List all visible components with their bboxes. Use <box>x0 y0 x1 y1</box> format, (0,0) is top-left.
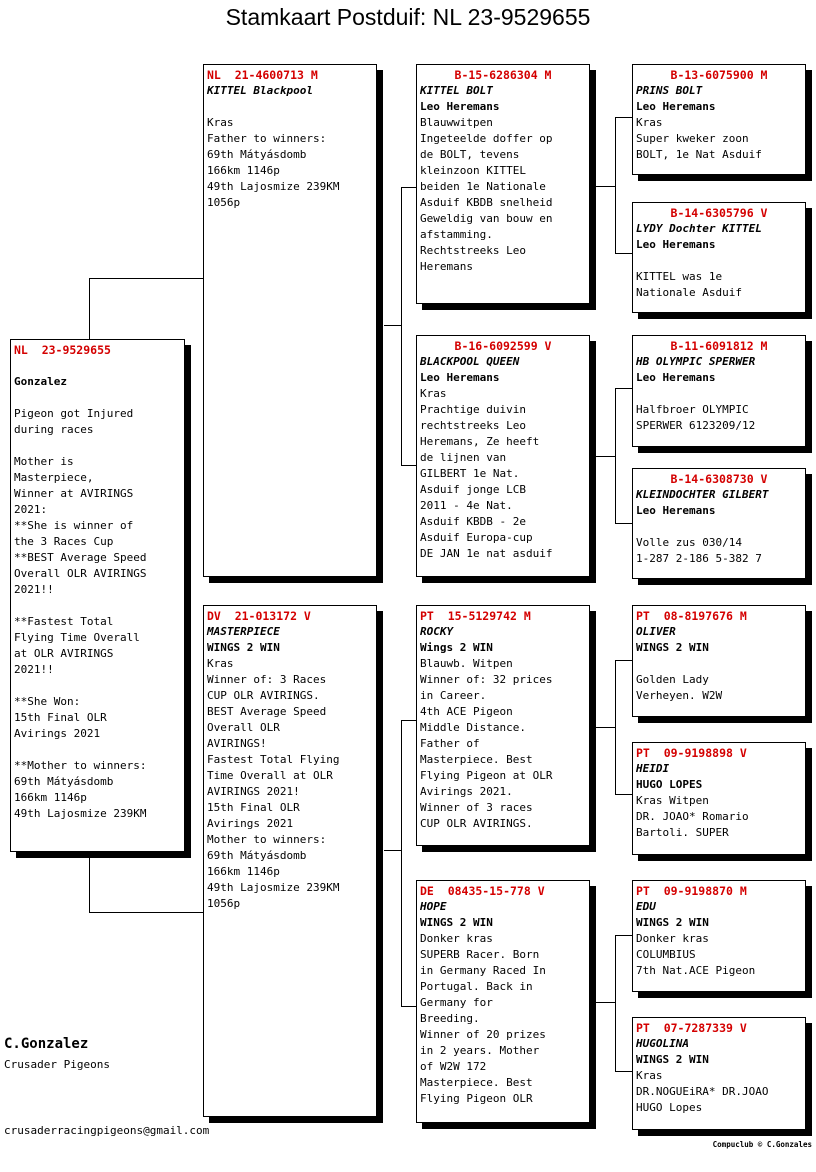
owner-name: Leo Heremans <box>420 371 500 384</box>
owner-name: Gonzalez <box>14 375 67 388</box>
connector-line <box>615 253 633 254</box>
pigeon-card-fff[interactable] <box>632 64 806 175</box>
pigeon-card-mff[interactable] <box>632 605 806 717</box>
pigeon-card-mother[interactable] <box>203 605 377 1117</box>
connector-line <box>401 720 402 1006</box>
pigeon-name: HUGOLINA <box>636 1037 689 1050</box>
owner-name: WINGS 2 WIN <box>636 916 709 929</box>
ring-number: NL 21-4600713 M <box>207 68 318 82</box>
connector-line <box>401 187 402 465</box>
connector-line <box>596 456 616 457</box>
pigeon-name: OLIVER <box>636 625 676 638</box>
pigeon-card-mmm[interactable] <box>632 1017 806 1130</box>
pigeon-notes: Pigeon got Injured during races Mother is Masterpiece, Winner at AVIRINGS 2021: **She is winner of the 3 Races Cup **BEST Average Speed Overall OLR AVIRINGS 2021!! **Fastest Total Flying Time Overall at OLR AVIRINGS 2021!! **She Won: 15th Final OLR Avirings 2021 **Mother to winners: 69th Mátyásdomb 166km 1146p 49th Lajosmize 239KM <box>14 407 147 820</box>
owner-name: Leo Heremans <box>420 100 500 113</box>
ring-number: NL 23-9529655 <box>14 343 111 357</box>
pigeon-notes: Kras Witpen DR. JOAO* Romario Bartoli. SUPER <box>636 794 749 839</box>
ring-number: B-14-6305796 V <box>670 206 768 220</box>
owner-name: WINGS 2 WIN <box>420 916 493 929</box>
owner-name: Leo Heremans <box>636 504 716 517</box>
connector-line <box>615 388 633 389</box>
owner-name: WINGS 2 WIN <box>636 1053 709 1066</box>
ring-number: B-15-6286304 M <box>454 68 552 82</box>
breeder-name: C.Gonzalez <box>4 1036 89 1052</box>
pigeon-notes: Kras Super kweker zoon BOLT, 1e Nat Asduif <box>636 116 762 161</box>
connector-line <box>89 278 90 340</box>
connector-line <box>401 1006 417 1007</box>
owner-name: WINGS 2 WIN <box>636 641 709 654</box>
connector-line <box>615 660 633 661</box>
pigeon-notes: Halfbroer OLYMPIC SPERWER 6123209/12 <box>636 403 756 432</box>
pigeon-card-mfm[interactable] <box>632 742 806 855</box>
pigeon-notes: Blauwwitpen Ingeteelde doffer op de BOLT, tevens kleinzoon KITTEL beiden 1e Nationale Asduif KBDB snelheid Geweldig van bouw en afstamming. Rechtstreeks Leo Heremans <box>420 116 553 273</box>
pigeon-notes: Donker kras COLUMBIUS 7th Nat.ACE Pigeon <box>636 932 756 977</box>
owner-name: WINGS 2 WIN <box>207 641 280 654</box>
pigeon-name: KITTEL Blackpool <box>207 84 313 97</box>
pigeon-card-father-father[interactable] <box>416 64 590 304</box>
pigeon-notes: Kras Winner of: 3 Races CUP OLR AVIRINGS. BEST Average Speed Overall OLR AVIRINGS! Fastest Total Flying Time Overall at OLR AVIRINGS 2021! 15th Final OLR Avirings 2021 Mother to winners: 69th Mátyásdomb 166km 1146p 49th Lajosmize 239KM 1056p <box>207 657 340 910</box>
pigeon-name: HEIDI <box>636 762 670 775</box>
connector-line <box>615 117 616 253</box>
connector-line <box>596 1002 616 1003</box>
pigeon-name: KITTEL BOLT <box>420 84 493 97</box>
connector-line <box>615 1071 633 1072</box>
connector-line <box>89 278 204 279</box>
ring-number: B-13-6075900 M <box>670 68 768 82</box>
owner-name: Leo Heremans <box>636 238 716 251</box>
pigeon-name: PRINS BOLT <box>636 84 703 97</box>
owner-name: Wings 2 WIN <box>420 641 493 654</box>
pigeon-name: ROCKY <box>420 625 454 638</box>
connector-line <box>615 523 633 524</box>
connector-line <box>384 850 402 851</box>
pigeon-card-ffm[interactable] <box>632 202 806 313</box>
pigeon-card-mother-mother[interactable] <box>416 880 590 1123</box>
ring-number: B-14-6308730 V <box>670 472 768 486</box>
connector-line <box>401 465 417 466</box>
pigeon-notes: Blauwb. Witpen Winner of: 32 prices in Career. 4th ACE Pigeon Middle Distance. Father of Masterpiece. Best Flying Pigeon at OLR Avirings 2021. Winner of 3 races CUP OLR AVIRINGS. <box>420 657 553 830</box>
ring-number: PT 07-7287339 V <box>636 1021 747 1035</box>
pigeon-notes: Donker kras SUPERB Racer. Born in Germany Raced In Portugal. Back in Germany for Breeding. Winner of 20 prizes in 2 years. Mother of W2W 172 Masterpiece. Best Flying Pigeon OLR <box>420 932 546 1105</box>
pigeon-name: HB OLYMPIC SPERWER <box>636 355 756 368</box>
ring-number: DE 08435-15-778 V <box>420 884 545 898</box>
page-title: Stamkaart Postduif: NL 23-9529655 <box>225 4 591 30</box>
pigeon-notes: Kras Father to winners: 69th Mátyásdomb 166km 1146p 49th Lajosmize 239KM 1056p <box>207 116 340 209</box>
pigeon-card-fmf[interactable] <box>632 335 806 447</box>
pigeon-name: HOPE <box>420 900 447 913</box>
connector-line <box>89 857 90 913</box>
connector-line <box>615 794 633 795</box>
pigeon-card-subject[interactable] <box>10 339 185 852</box>
pigeon-name: EDU <box>636 900 656 913</box>
ring-number: DV 21-013172 V <box>207 609 311 623</box>
ring-number: B-11-6091812 M <box>670 339 768 353</box>
ring-number: PT 09-9198898 V <box>636 746 747 760</box>
connector-line <box>384 325 402 326</box>
contact-email[interactable]: crusaderracingpigeons@gmail.com <box>4 1124 210 1137</box>
loft-name: Crusader Pigeons <box>4 1058 110 1071</box>
ring-number: PT 09-9198870 M <box>636 884 747 898</box>
connector-line <box>615 388 616 523</box>
copyright-notice: Compuclub © C.Gonzales <box>712 1140 812 1149</box>
pigeon-card-father-mother[interactable] <box>416 335 590 577</box>
pigeon-card-fmm[interactable] <box>632 468 806 579</box>
pigeon-card-mmf[interactable] <box>632 880 806 992</box>
ring-number: PT 15-5129742 M <box>420 609 531 623</box>
pigeon-card-father[interactable] <box>203 64 377 577</box>
pigeon-name: KLEINDOCHTER GILBERT <box>636 488 769 501</box>
pigeon-notes: Kras Prachtige duivin rechtstreeks Leo Heremans, Ze heeft de lijnen van GILBERT 1e Nat. Asduif jonge LCB 2011 - 4e Nat. Asduif KBDB - 2e Asduif Europa-cup DE JAN 1e nat asduif <box>420 387 553 560</box>
connector-line <box>615 660 616 794</box>
connector-line <box>615 935 616 1071</box>
pigeon-notes: Volle zus 030/14 1-287 2-186 5-382 7 <box>636 536 762 565</box>
connector-line <box>401 720 417 721</box>
ring-number: B-16-6092599 V <box>454 339 552 353</box>
connector-line <box>89 912 204 913</box>
pigeon-name: BLACKPOOL QUEEN <box>420 355 520 368</box>
connector-line <box>596 186 616 187</box>
pigeon-notes: Kras DR.NOGUEiRA* DR.JOAO HUGO Lopes <box>636 1069 769 1114</box>
owner-name: Leo Heremans <box>636 371 716 384</box>
connector-line <box>615 117 633 118</box>
pigeon-card-mother-father[interactable] <box>416 605 590 846</box>
ring-number: PT 08-8197676 M <box>636 609 747 623</box>
pigeon-name: MASTERPIECE <box>207 625 280 638</box>
pigeon-notes: KITTEL was 1e Nationale Asduif <box>636 270 742 299</box>
connector-line <box>615 935 633 936</box>
pigeon-name: LYDY Dochter KITTEL <box>636 222 762 235</box>
connector-line <box>401 187 417 188</box>
owner-name: Leo Heremans <box>636 100 716 113</box>
pigeon-notes: Golden Lady Verheyen. W2W <box>636 673 723 702</box>
connector-line <box>596 727 616 728</box>
owner-name: HUGO LOPES <box>636 778 703 791</box>
